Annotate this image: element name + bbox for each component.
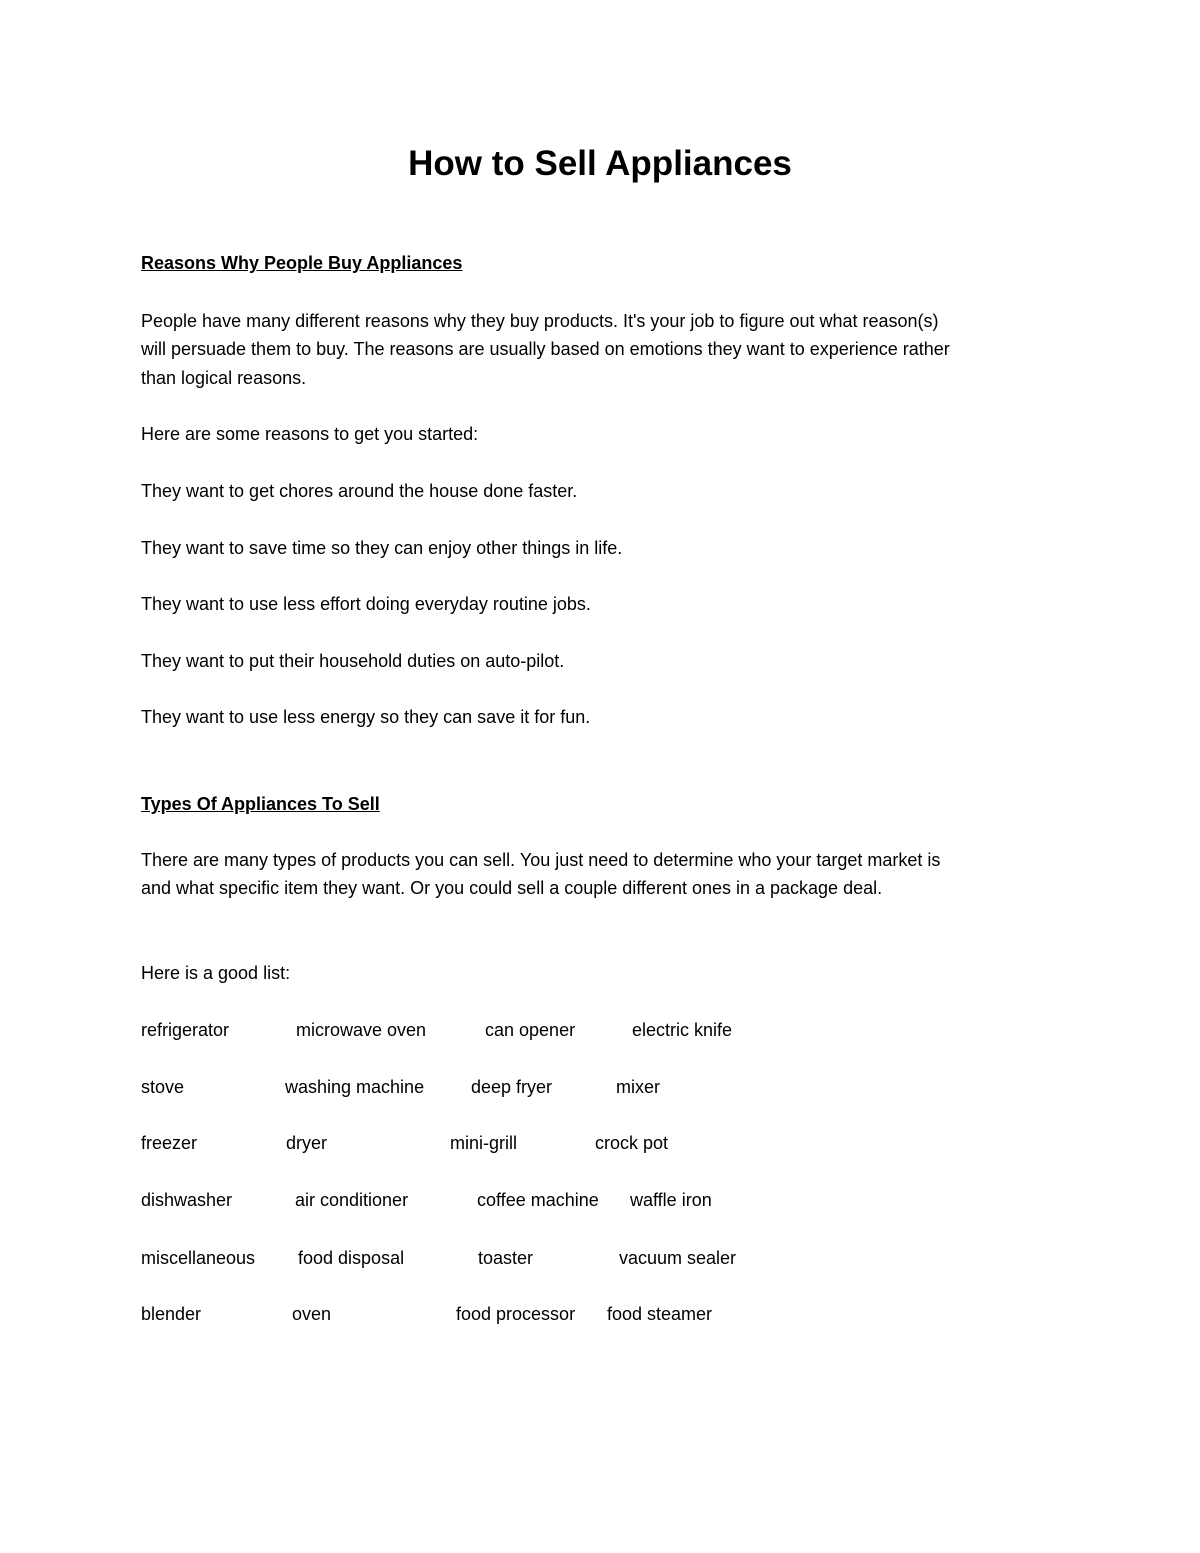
appliance-item: food disposal	[298, 1248, 405, 1268]
reason-item: They want to save time so they can enjoy other things in life.	[141, 538, 623, 558]
appliance-item: mixer	[616, 1077, 660, 1097]
types-intro-paragraph: There are many types of products you can sell. You just need to determine who your target market is and what specific item they want. Or you could sell a couple different ones in a package deal.	[141, 850, 941, 899]
reason-item: They want to put their household duties on auto-pilot.	[141, 651, 565, 671]
appliance-item: miscellaneous	[141, 1248, 256, 1268]
reasons-lead-text: Here are some reasons to get you started:	[141, 424, 479, 444]
appliance-item: electric knife	[632, 1020, 733, 1040]
appliance-item: waffle iron	[630, 1190, 712, 1210]
appliance-item: microwave oven	[296, 1020, 427, 1040]
appliance-row	[0, 1188, 1200, 1214]
appliance-item: dryer	[286, 1133, 328, 1153]
appliance-row	[0, 1131, 1200, 1157]
types-lead-text: Here is a good list:	[141, 963, 291, 983]
appliance-item: air conditioner	[295, 1190, 409, 1210]
section-heading-reasons: Reasons Why People Buy Appliances	[141, 253, 463, 273]
appliance-item: toaster	[478, 1248, 534, 1268]
appliance-item: crock pot	[595, 1133, 669, 1153]
appliance-row	[0, 1018, 1200, 1044]
appliance-item: blender	[141, 1304, 202, 1324]
appliance-row	[0, 1246, 1200, 1272]
appliance-row	[0, 1075, 1200, 1101]
appliance-item: coffee machine	[477, 1190, 599, 1210]
reason-item: They want to use less energy so they can save it for fun.	[141, 707, 591, 727]
page-title: How to Sell Appliances	[408, 144, 792, 183]
appliance-item: deep fryer	[471, 1077, 553, 1097]
appliance-item: dishwasher	[141, 1190, 233, 1210]
appliance-item: oven	[292, 1304, 332, 1324]
appliance-item: refrigerator	[141, 1020, 230, 1040]
appliance-row	[0, 1302, 1200, 1328]
appliance-item: vacuum sealer	[619, 1248, 737, 1268]
reasons-intro-paragraph: People have many different reasons why they buy products. It's your job to figure out what reason(s) will persuade them to buy. The reasons are usually based on emotions they want to experience rather than logical reasons.	[141, 311, 950, 388]
section-heading-types: Types Of Appliances To Sell	[141, 794, 380, 814]
reason-item: They want to get chores around the house done faster.	[141, 481, 578, 501]
appliance-item: food steamer	[607, 1304, 713, 1324]
reason-item: They want to use less effort doing everyday routine jobs.	[141, 594, 591, 614]
appliance-item: freezer	[141, 1133, 198, 1153]
appliance-item: can opener	[485, 1020, 576, 1040]
appliance-item: food processor	[456, 1304, 576, 1324]
appliance-item: mini-grill	[450, 1133, 517, 1153]
appliance-item: washing machine	[285, 1077, 425, 1097]
appliance-item: stove	[141, 1077, 185, 1097]
